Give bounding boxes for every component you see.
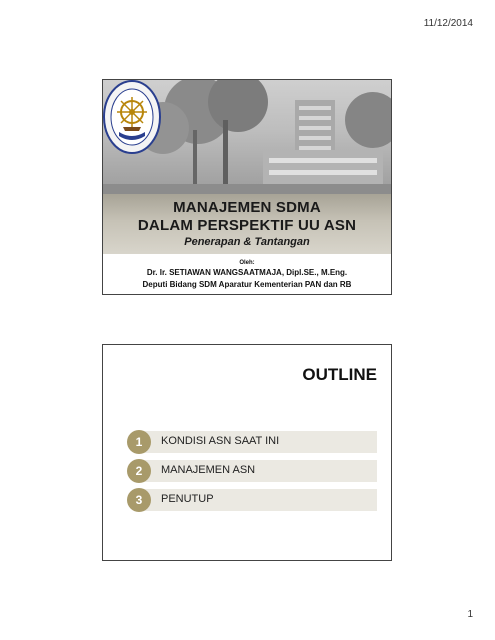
outline-item-label: MANAJEMEN ASN xyxy=(161,464,256,476)
outline-item xyxy=(127,460,377,482)
credits xyxy=(103,254,391,295)
outline-title: OUTLINE xyxy=(302,365,377,384)
outline-item xyxy=(127,431,377,453)
outline-item xyxy=(127,489,377,511)
outline-item-number: 3 xyxy=(127,488,151,512)
page-number: 1 xyxy=(467,609,473,620)
building-photo xyxy=(103,80,391,194)
author-name: Dr. Ir. SETIAWAN WANGSAATMAJA, Dipl.SE., M.Eng. xyxy=(146,268,348,277)
print-date: 11/12/2014 xyxy=(423,18,473,29)
title-slide xyxy=(102,79,392,295)
outline-item-label: PENUTUP xyxy=(161,493,214,505)
outline-slide xyxy=(102,344,392,561)
outline-item-label: KONDISI ASN SAAT INI xyxy=(161,435,280,447)
ship-wheel-emblem-icon xyxy=(103,80,161,154)
outline-item-number: 2 xyxy=(127,459,151,483)
slide-title-line2: DALAM PERSPEKTIF UU ASN xyxy=(137,217,357,234)
by-label: Oleh: xyxy=(239,260,255,266)
slide-title-line1: MANAJEMEN SDMA xyxy=(173,199,321,216)
title-band xyxy=(103,194,391,254)
slide-subtitle: Penerapan & Tantangan xyxy=(184,236,310,248)
author-position: Deputi Bidang SDM Aparatur Kementerian PAN dan RB xyxy=(142,280,352,289)
outline-item-number: 1 xyxy=(127,430,151,454)
